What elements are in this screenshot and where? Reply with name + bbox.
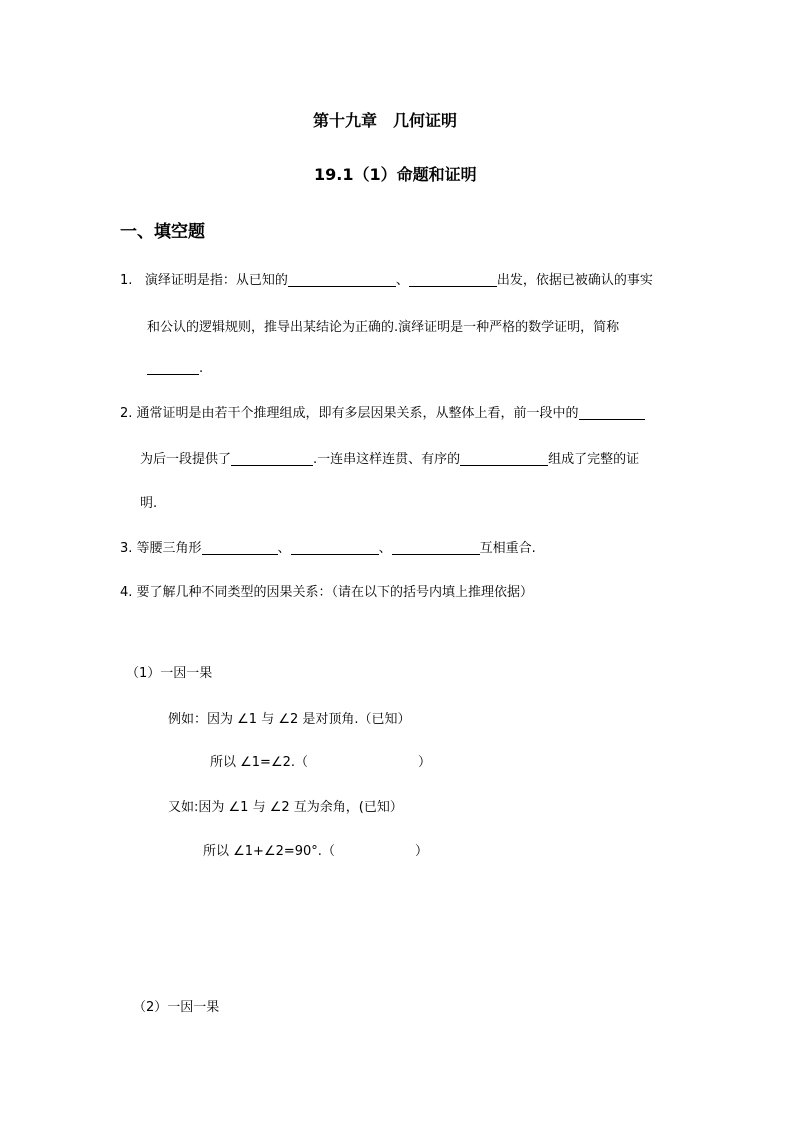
q4-line: 4. 要了解几种不同类型的因果关系：（请在以下的括号内填上推理依据）	[120, 585, 534, 600]
q3-blank-2[interactable]	[291, 540, 379, 555]
q1-text-b: 出发，依据已被确认的事实	[496, 273, 653, 288]
q1-blank-1[interactable]	[288, 272, 396, 287]
q1-line2: 和公认的逻辑规则，推导出某结论为正确的.演绎证明是一种严格的数学证明，简称	[147, 320, 620, 335]
case1-example2-result	[203, 840, 428, 859]
q2-text-1: 2. 通常证明是由若干个推理组成，即有多层因果关系，从整体上看，前一段中的	[120, 406, 579, 421]
q3-text-b: 互相重合.	[479, 541, 536, 556]
case1-example1: 例如：因为 ∠1 与 ∠2 是对顶角.（已知）	[168, 712, 411, 727]
q1-blank-2[interactable]	[409, 272, 497, 287]
q1-line3-end: .	[199, 361, 204, 376]
q2-line2	[140, 448, 639, 467]
q2-text-2b: .一连串这样连贯、有序的	[313, 452, 461, 467]
q3-separator-1: 、	[277, 541, 291, 556]
q1-line3	[147, 360, 203, 376]
q3-blank-1[interactable]	[202, 540, 278, 555]
q2-blank-1[interactable]	[579, 405, 645, 420]
q1-number: 1.	[120, 273, 133, 288]
q2-line1	[120, 402, 645, 421]
q3-separator-2: 、	[378, 541, 392, 556]
q2-blank-3[interactable]	[460, 451, 548, 466]
q1-line1	[120, 269, 653, 288]
q2-text-2a: 为后一段提供了	[140, 452, 232, 467]
case1-ex1-result-text: 所以 ∠1=∠2.（	[210, 755, 309, 770]
q1-separator: 、	[395, 273, 409, 288]
q2-blank-2[interactable]	[231, 451, 313, 466]
q3-line	[120, 537, 536, 556]
q2-line3: 明.	[140, 496, 158, 511]
chapter-title: 第十九章 几何证明	[313, 111, 458, 130]
case1-ex1-close-paren: ）	[418, 755, 432, 770]
q3-text-a: 3. 等腰三角形	[120, 541, 202, 556]
case1-label: （1）一因一果	[126, 666, 213, 681]
case1-example1-result	[210, 751, 431, 770]
q2-text-2c: 组成了完整的证	[548, 452, 640, 467]
case2-label: （2）一因一果	[133, 1000, 220, 1015]
q1-text-a: 演绎证明是指：从已知的	[144, 273, 288, 288]
q1-blank-3[interactable]	[147, 360, 199, 375]
section-title: 19.1（1）命题和证明	[314, 165, 477, 184]
case1-ex2-close-paren: ）	[414, 844, 428, 859]
part-heading: 一、填空题	[120, 222, 205, 242]
case1-ex2-result-text: 所以 ∠1+∠2=90°.（	[203, 844, 335, 859]
case1-example2: 又如:因为 ∠1 与 ∠2 互为余角，(已知）	[168, 800, 403, 815]
q3-blank-3[interactable]	[392, 540, 480, 555]
